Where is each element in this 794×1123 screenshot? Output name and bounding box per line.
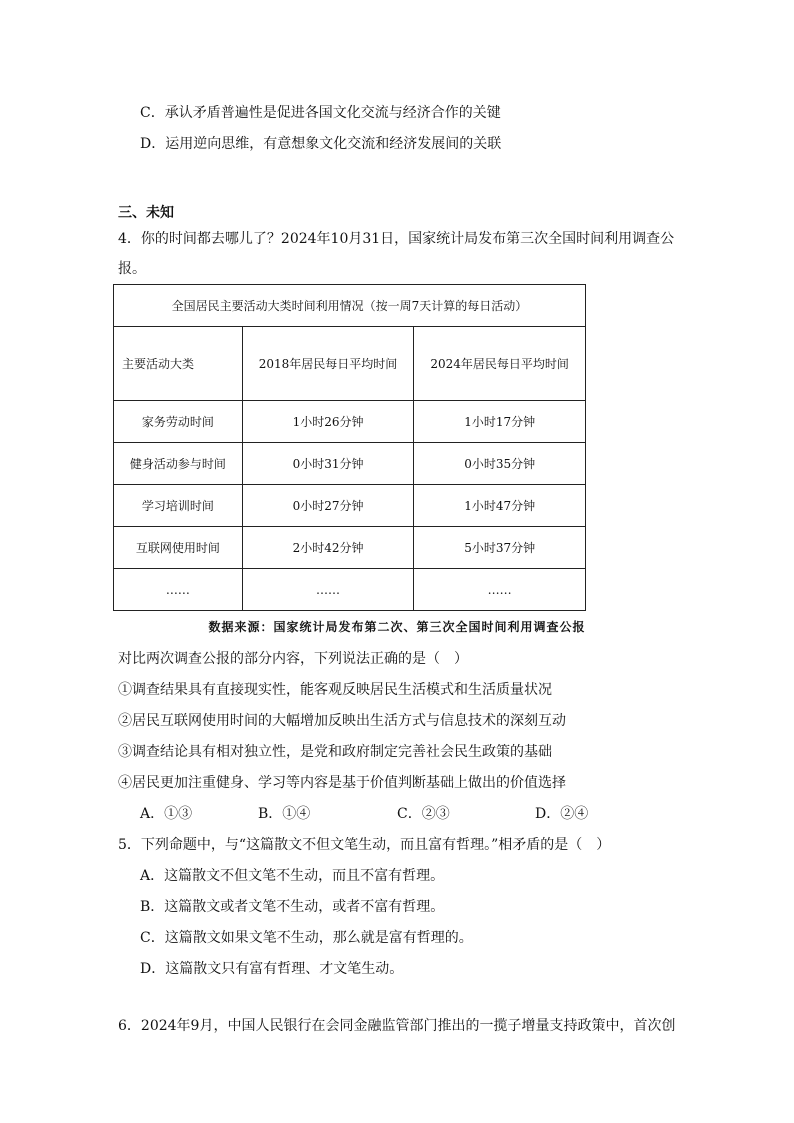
table-title: 全国居民主要活动大类时间利用情况（按一周7天计算的每日活动）: [114, 285, 586, 327]
table-header-cell: 2024年居民每日平均时间: [414, 327, 586, 401]
table-cell: 2小时42分钟: [242, 527, 414, 569]
time-use-table: [113, 284, 586, 611]
table-cell: ……: [242, 569, 414, 611]
q3-option-d: D．运用逆向思维，有意想象文化交流和经济发展间的关联: [140, 136, 502, 152]
choice-a: A．①③: [140, 806, 193, 822]
q5-option-d: D．这篇散文只有富有哲理、才文笔生动。: [140, 961, 404, 977]
table-cell: 家务劳动时间: [114, 401, 243, 443]
choice-b: B．①④: [258, 806, 311, 822]
table-cell: 0小时35分钟: [414, 443, 586, 485]
table-cell: 健身活动参与时间: [114, 443, 243, 485]
choice-d: D．②④: [535, 806, 589, 822]
table-cell: 1小时26分钟: [242, 401, 414, 443]
table-cell: 0小时31分钟: [242, 443, 414, 485]
q5-option-a: A．这篇散文不但文笔不生动，而且不富有哲理。: [140, 868, 445, 884]
q5-option-b: B．这篇散文或者文笔不生动，或者不富有哲理。: [140, 899, 445, 915]
q4-statement: ②居民互联网使用时间的大幅增加反映出生活方式与信息技术的深刻互动: [118, 713, 566, 729]
q4-statement: ③调查结论具有相对独立性，是党和政府制定完善社会民生政策的基础: [118, 744, 552, 760]
section-heading: 三、未知: [118, 205, 174, 221]
table-cell: ……: [114, 569, 243, 611]
table-row: [114, 443, 586, 485]
q4-stem-line1: 4．你的时间都去哪儿了？2024年10月31日，国家统计局发布第三次全国时间利用调查公: [118, 231, 675, 247]
q5-stem: 5．下列命题中，与“这篇散文不但文笔生动，而且富有哲理。”相矛盾的是（ ）: [118, 837, 611, 853]
table-header-cell: 主要活动大类: [114, 327, 243, 401]
table-header-cell: 2018年居民每日平均时间: [242, 327, 414, 401]
q4-question: 对比两次调查公报的部分内容，下列说法正确的是（ ）: [118, 651, 468, 667]
table-cell: 1小时17分钟: [414, 401, 586, 443]
table-cell: 5小时37分钟: [414, 527, 586, 569]
table-row: [114, 527, 586, 569]
table-cell: ……: [414, 569, 586, 611]
table-cell: 0小时27分钟: [242, 485, 414, 527]
table-cell: 学习培训时间: [114, 485, 243, 527]
q3-option-c: C．承认矛盾普遍性是促进各国文化交流与经济合作的关键: [140, 105, 501, 121]
table-cell: 互联网使用时间: [114, 527, 243, 569]
q4-statement: ①调查结果具有直接现实性，能客观反映居民生活模式和生活质量状况: [118, 682, 552, 698]
q5-option-c: C．这篇散文如果文笔不生动，那么就是富有哲理的。: [140, 930, 473, 946]
q6-stem: 6．2024年9月，中国人民银行在会同金融监管部门推出的一揽子增量支持政策中，首次创: [118, 1018, 676, 1034]
table-row: [114, 569, 586, 611]
table-source-note: 数据来源：国家统计局发布第二次、第三次全国时间利用调查公报: [208, 620, 586, 634]
table-row: [114, 485, 586, 527]
q4-statement: ④居民更加注重健身、学习等内容是基于价值判断基础上做出的价值选择: [118, 775, 566, 791]
q4-stem-line2: 报。: [118, 261, 146, 277]
table-row: [114, 401, 586, 443]
table-cell: 1小时47分钟: [414, 485, 586, 527]
choice-c: C．②③: [397, 806, 450, 822]
